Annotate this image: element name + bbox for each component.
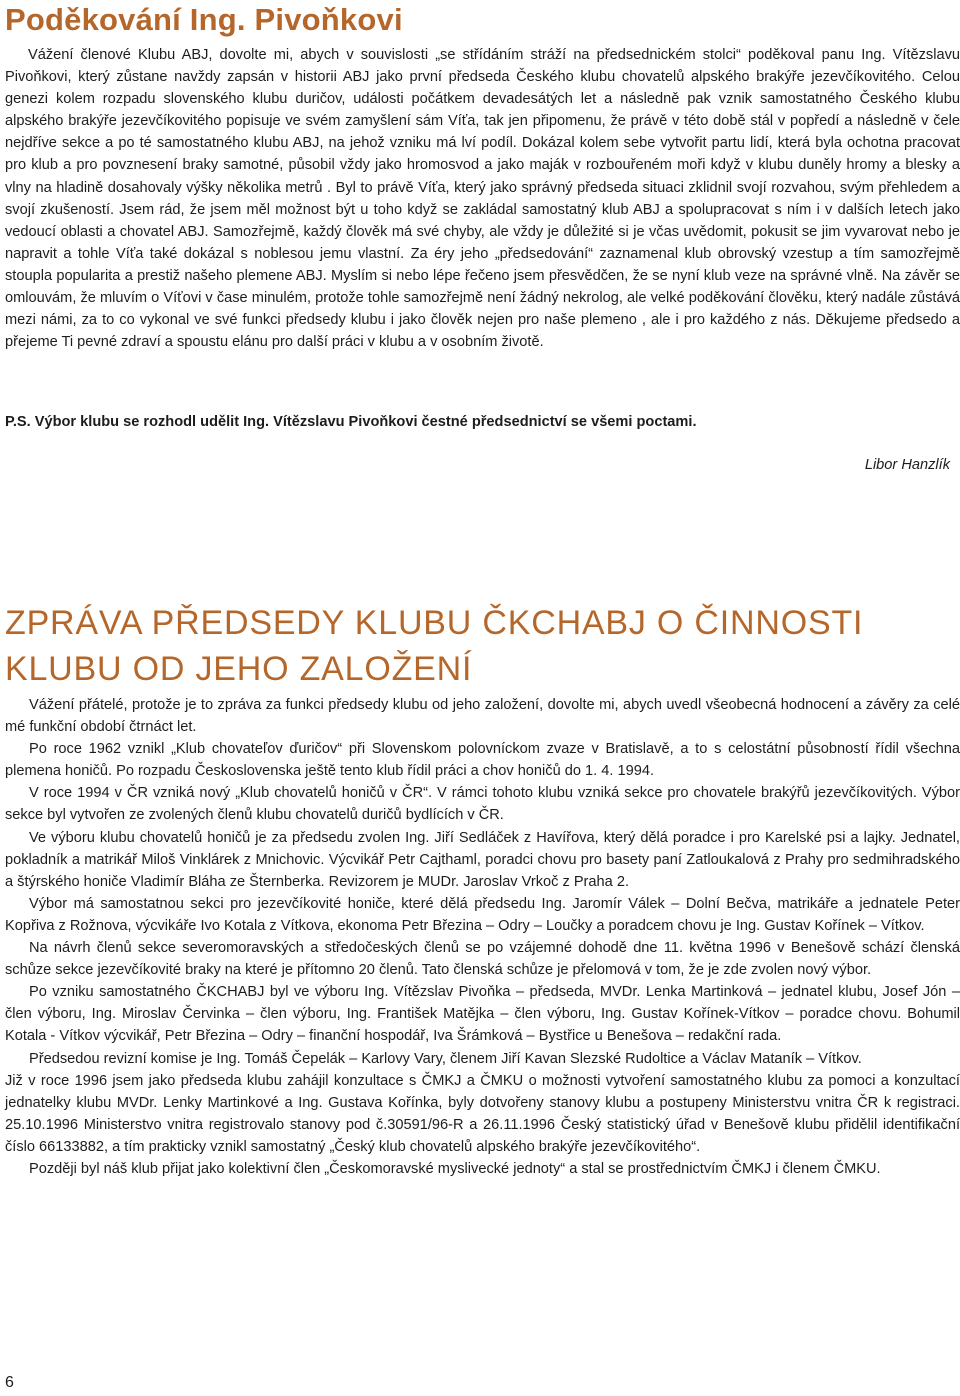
paragraph: Vážení přátelé, protože je to zpráva za funkci předsedy klubu od jeho založení, dovolte mi, abych uvedl všeobecná hodnocení a závěry za celé mé funkční období čtrnáct let. <box>5 697 960 736</box>
postscript: P.S. Výbor klubu se rozhodl udělit Ing. Vítězslavu Pivoňkovi čestné předsednictví se všemi poctami. <box>5 414 697 430</box>
paragraph: Výbor má samostatnou sekci pro jezevčíkovité honiče, které dělá předsedu Ing. Jaromír Válek – Dolní Bečva, matrikáře a jednatele Peter Kopřiva z Rožnova, výcvikáře Ivo Kotala z Vítkova, ekonoma Petr Březina – Odry – Loučky a poradcem chovu je Ing. Gustav Kořínek – Vítkov. <box>5 895 960 934</box>
paragraph: Vážení členové Klubu ABJ, dovolte mi, abych v souvislosti „se střídáním stráží na předsednickém stolci“ poděkoval panu Ing. Vítězslavu Pivoňkovi, který zůstane navždy zapsán v historii ABJ jako první předseda Českého klubu chovatelů alpského brakýře jezevčíkovitého. Celou genezi kolem rozpadu slovenského klubu duričov, události počátkem devadesátých let a následně pak vznik samostatného Českého klubu alpského brakýře jezevčíkovitého popisuje ve svém zamyšlení sám Víťa, tak jen připomenu, že právě v této době stál v popředí a následně v čele nejdříve sekce a po té samostatného klubu ABJ, na jehož vzniku má lví podíl. Dokázal kolem sebe vytvořit partu lidí, která byla ochotna pracovat pro klub a pro povznesení braky samotné, působil vždy jako hromosvod a jako maják v rozbouřeném moři když v klubu duněly hromy a blesky a vlny na hladině dosahovaly výšky několika metrů . Byl to právě Víťa, který jako správný předseda situaci zklidnil svojí rozvahou, svým přehledem a svojí zkušeností. Jsem rád, že jsem měl možnost být u toho když se zakládal samostatný klub ABJ a spolupracovat s ním i v dalších letech jako vedoucí oblasti a chovatel ABJ. Samozřejmě, každý člověk má své chyby, ale vždy je důležité si je včas uvědomit, pokusit se jim vyvarovat nebo je napravit a tohle Víťa také dokázal s noblesou jemu vlastní. Za éry jeho „předsedování“ zaznamenal klub obrovský vzestup a tím samozřejmě stoupla popularita a prestiž našeho plemene ABJ. Myslím si nebo lépe řečeno jsem přesvědčen, že se nyní klub veze na správné vlně. Na závěr se omlouvám, že mluvím o Víťovi v čase minulém, protože tohle samozřejmě není žádný nekrolog, ale velké poděkování člověku, který nadále zůstává mezi námi, za to co vykonal ve své funkci předsedy klubu i jako člověk nejen pro naše plemeno , ale i pro každého z nás. Děkujeme předsedo a přejeme Ti pevné zdraví a spoustu elánu pro další práci v klubu a v osobním životě. <box>5 47 960 351</box>
paragraph: V roce 1994 v ČR vzniká nový „Klub chovatelů honičů v ČR“. V rámci tohoto klubu vzniká sekce pro chovatele brakýřů jezevčíkovitých. Výbor sekce byl vytvořen ze zvolených členů klubu chovatelů duričů bydlících v ČR. <box>5 785 960 824</box>
paragraph: Po vzniku samostatného ČKCHABJ byl ve výboru Ing. Vítězslav Pivoňka – předseda, MVDr. Lenka Martinková – jednatel klubu, Josef Jón – člen výboru, Ing. Miroslav Červinka – člen výboru, Ing. František Matějka – člen výboru, Ing. Gustav Kořínek-Vítkov – poradce chovu. Bohumil Kotala - Vítkov výcvikář, Petr Březina – Odry – finanční hospodář, Iva Šrámková – Bystřice u Benešova – redakční rada. <box>5 984 960 1045</box>
paragraph: Ve výboru klubu chovatelů honičů je za předsedu zvolen Ing. Jiří Sedláček z Havířova, který dělá poradce i pro Karelské psi a lajky. Jednatel, pokladník a matrikář Miloš Vinklárek z Mnichovic. Výcvikář Petr Cajthaml, poradci chovu pro basety paní Zatloukalová z Prahy pro sedmihradského a štýrského honiče Vladimír Bláha ze Šternberka. Revizorem je MUDr. Jaroslav Vrkoč z Praha 2. <box>5 829 960 890</box>
article-body-thanks <box>5 44 960 353</box>
article-title-report: ZPRÁVA PŘEDSEDY KLUBU ČKCHABJ O ČINNOSTI KLUBU OD JEHO ZALOŽENÍ <box>5 604 864 688</box>
paragraph: Později byl náš klub přijat jako kolektivní člen „Českomoravské myslivecké jednoty“ a stal se prostřednictvím ČMKJ i členem ČMKU. <box>29 1160 881 1177</box>
author-signature: Libor Hanzlík <box>864 457 950 473</box>
page-number: 6 <box>5 1374 14 1391</box>
article-body-report <box>5 694 960 1180</box>
paragraph: Předsedou revizní komise je Ing. Tomáš Čepelák – Karlovy Vary, členem Jiří Kavan Slezské Rudoltice a Václav Mataník – Vítkov. <box>29 1050 862 1067</box>
article-title-thanks: Poděkování Ing. Pivoňkovi <box>5 2 403 37</box>
paragraph: Již v roce 1996 jsem jako předseda klubu zahájil konzultace s ČMKJ a ČMKU o možnosti vytvoření samostatného klubu za pomoci a konzultací jednatelky klubu MVDr. Lenky Martinkové a Ing. Gustava Kořínka, byly dotvořeny stanovy klubu a postupeny Ministerstvu vnitra ČR k registraci. 25.10.1996 Ministerstvo vnitra registrovalo stanovy pod č.30591/96-R a 26.11.1996 Český statistický úřad v Benešově klubu přidělil identifikační číslo 66133882, a tím prakticky vznikl samostatný „Český klub chovatelů alpského brakýře jezevčíkovitého“. <box>5 1072 960 1155</box>
paragraph: Po roce 1962 vznikl „Klub chovateľov ďuričov“ při Slovenskom polovníckom zvaze v Bratislavě, a to s celostátní působností řídil všechna plemena honičů. Po rozpadu Československa ještě tento klub řídil práci a chov honičů do 1. 4. 1994. <box>5 741 960 780</box>
paragraph: Na návrh členů sekce severomoravských a středočeských členů se po vzájemné dohodě dne 11. května 1996 v Benešově schází členská schůze sekce jezevčíkovité braky na které je přítomno 20 členů. Tato členská schůze je přelomová v tom, že je zde zvolen nový výbor. <box>5 940 960 979</box>
